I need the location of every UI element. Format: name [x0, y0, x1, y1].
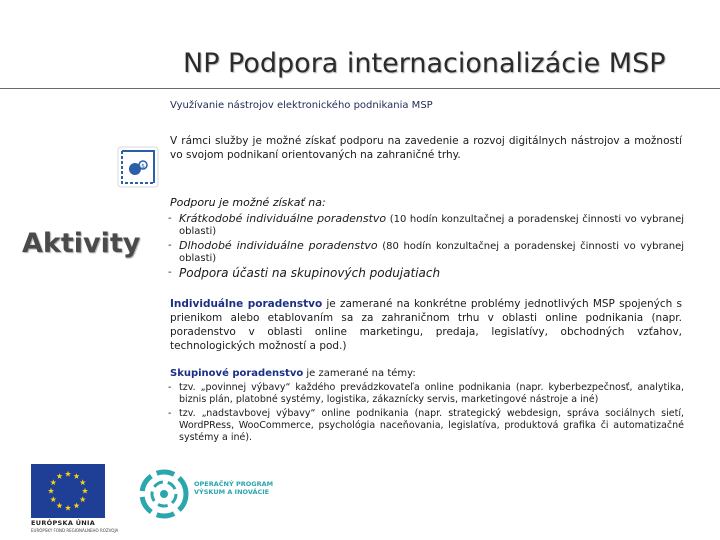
op-logo-text: OPERAČNÝ PROGRAM VÝSKUM A INOVÁCIE — [194, 480, 274, 496]
list-item: - tzv. „nadstavbovej výbavy“ online podnikania (napr. strategický webdesign, správa sociálnych sietí, WordPRess, WooCommerce, psychológia naceňovania, legislatíva, produktová grafika či automatizačné systémy a iné). — [168, 408, 684, 443]
list-item: - Dlhodobé individuálne poradenstvo (80 hodín konzultačnej a poradenskej činnosti vo vybranej oblasti) — [168, 239, 685, 264]
individual-paragraph: Individuálne poradenstvo je zamerané na konkrétne problémy jednotlivých MSP spojených s prienikom alebo etablovaním sa za zahraničnom trhu v oblasti online podnikania (napr. poradenstvo v oblasti online marketingu, predaja, legislatívy, obchodných vzťahov, technologických možností a pod.) — [170, 298, 682, 352]
group-heading: Skupinové poradenstvo je zamerané na témy: — [170, 368, 416, 379]
subtitle: Využívanie nástrojov elektronického podnikania MSP — [170, 100, 433, 111]
eu-sublabel: EURÓPSKY FOND REGIONÁLNEHO ROZVOJA — [31, 528, 119, 533]
intro-paragraph: V rámci služby je možné získať podporu na zavedenie a rozvoj digitálnych nástrojov a možností vo svojom podnikaní orientovaných na zahraničné trhy. — [170, 135, 682, 161]
support-list — [168, 213, 684, 283]
ecommerce-icon — [116, 145, 160, 189]
section-label-aktivity: Aktivity — [22, 228, 141, 259]
list-item: - Krátkodobé individuálne poradenstvo (10 hodín konzultačnej a poradenskej činnosti vo vybranej oblasti) — [168, 212, 685, 237]
op-research-logo — [136, 466, 196, 522]
title-divider — [0, 88, 720, 89]
group-term: Skupinové poradenstvo — [170, 368, 304, 379]
eu-flag-logo — [31, 464, 105, 518]
eu-label: EURÓPSKA ÚNIA — [31, 519, 96, 527]
group-topics-list — [168, 382, 684, 446]
individual-term: Individuálne poradenstvo — [170, 298, 323, 310]
svg-text:$: $ — [141, 163, 145, 170]
support-heading: Podporu je možné získať na: — [170, 196, 326, 209]
list-item: - tzv. „povinnej výbavy“ každého prevádzkovateľa online podnikania (napr. kyberbezpečnosť, analytika, biznis plán, platobné systémy, logistika, zákaznícky servis, marketingové nástroje a iné) — [168, 382, 684, 405]
page-title: NP Podpora internacionalizácie MSP — [183, 48, 666, 79]
list-item: - Podpora účasti na skupinových podujatiach — [168, 266, 441, 280]
